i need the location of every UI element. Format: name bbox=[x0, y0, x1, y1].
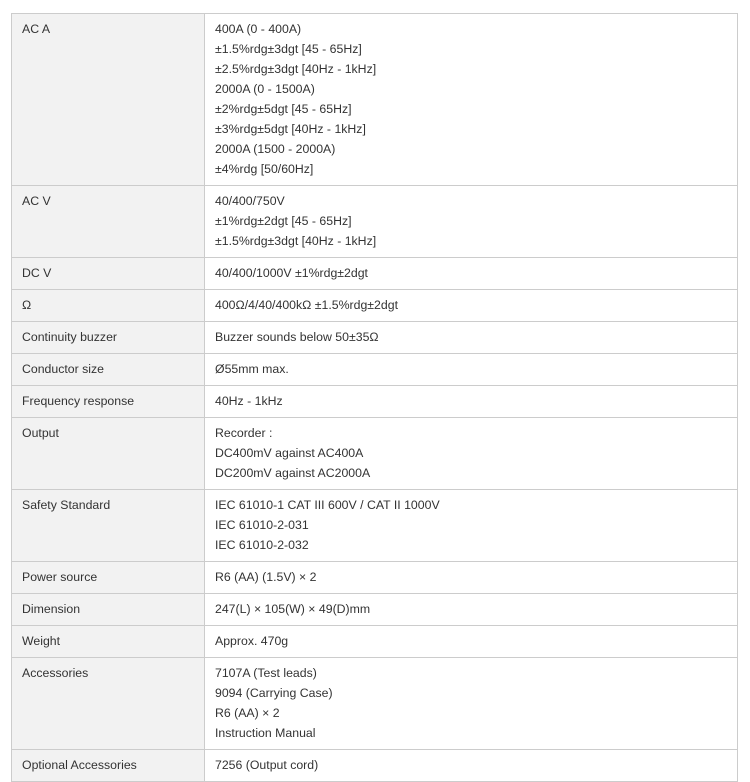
spec-label: AC V bbox=[12, 186, 205, 258]
spec-label: Weight bbox=[12, 626, 205, 658]
spec-value-line: R6 (AA) × 2 bbox=[215, 706, 280, 720]
spec-value-line: Buzzer sounds below 50±35Ω bbox=[215, 330, 379, 344]
table-row bbox=[12, 562, 738, 594]
table-row bbox=[12, 658, 738, 750]
spec-label: Continuity buzzer bbox=[12, 322, 205, 354]
spec-value bbox=[205, 290, 738, 322]
spec-label: Accessories bbox=[12, 658, 205, 750]
spec-value-line: 400A (0 - 400A) bbox=[215, 22, 302, 36]
spec-value bbox=[205, 258, 738, 290]
spec-value bbox=[205, 626, 738, 658]
spec-value-line: ±1%rdg±2dgt [45 - 65Hz] bbox=[215, 214, 352, 228]
spec-value-line: ±3%rdg±5dgt [40Hz - 1kHz] bbox=[215, 122, 366, 136]
spec-value-line: 7107A (Test leads) bbox=[215, 666, 317, 680]
spec-label: Frequency response bbox=[12, 386, 205, 418]
spec-value-line: 40Hz - 1kHz bbox=[215, 394, 283, 408]
spec-value-line: R6 (AA) (1.5V) × 2 bbox=[215, 570, 317, 584]
spec-value-line: 2000A (1500 - 2000A) bbox=[215, 142, 336, 156]
table-row bbox=[12, 594, 738, 626]
spec-value-line: Instruction Manual bbox=[215, 726, 316, 740]
table-row bbox=[12, 626, 738, 658]
table-row bbox=[12, 14, 738, 186]
table-row bbox=[12, 322, 738, 354]
spec-label: Dimension bbox=[12, 594, 205, 626]
spec-value-line: 7256 (Output cord) bbox=[215, 758, 319, 772]
spec-value bbox=[205, 490, 738, 562]
table-row bbox=[12, 354, 738, 386]
spec-value-line: Recorder : bbox=[215, 426, 273, 440]
table-row bbox=[12, 258, 738, 290]
spec-value bbox=[205, 386, 738, 418]
spec-label: Ω bbox=[12, 290, 205, 322]
spec-label: Output bbox=[12, 418, 205, 490]
spec-value-line: DC200mV against AC2000A bbox=[215, 466, 371, 480]
spec-label: Power source bbox=[12, 562, 205, 594]
spec-value-line: IEC 61010-2-031 bbox=[215, 518, 309, 532]
spec-label: Optional Accessories bbox=[12, 750, 205, 782]
spec-label: DC V bbox=[12, 258, 205, 290]
spec-value bbox=[205, 354, 738, 386]
spec-value-line: IEC 61010-1 CAT III 600V / CAT II 1000V bbox=[215, 498, 440, 512]
spec-value-line: 2000A (0 - 1500A) bbox=[215, 82, 315, 96]
specifications-table bbox=[11, 13, 738, 782]
table-row bbox=[12, 490, 738, 562]
spec-value-line: 40/400/1000V ±1%rdg±2dgt bbox=[215, 266, 368, 280]
spec-value-line: ±1.5%rdg±3dgt [45 - 65Hz] bbox=[215, 42, 362, 56]
spec-value-line: ±1.5%rdg±3dgt [40Hz - 1kHz] bbox=[215, 234, 377, 248]
table-row bbox=[12, 418, 738, 490]
spec-value-line: ±2%rdg±5dgt [45 - 65Hz] bbox=[215, 102, 352, 116]
table-row bbox=[12, 290, 738, 322]
spec-value bbox=[205, 186, 738, 258]
table-row bbox=[12, 386, 738, 418]
spec-value-line: ±4%rdg [50/60Hz] bbox=[215, 162, 314, 176]
spec-value bbox=[205, 750, 738, 782]
spec-value bbox=[205, 594, 738, 626]
table-row bbox=[12, 186, 738, 258]
spec-value bbox=[205, 418, 738, 490]
spec-value-line: Ø55mm max. bbox=[215, 362, 289, 376]
spec-value-line: IEC 61010-2-032 bbox=[215, 538, 309, 552]
spec-value-line: DC400mV against AC400A bbox=[215, 446, 364, 460]
spec-value-line: Approx. 470g bbox=[215, 634, 289, 648]
spec-value-line: 9094 (Carrying Case) bbox=[215, 686, 333, 700]
spec-label: Conductor size bbox=[12, 354, 205, 386]
spec-value-line: ±2.5%rdg±3dgt [40Hz - 1kHz] bbox=[215, 62, 377, 76]
spec-value bbox=[205, 322, 738, 354]
spec-label: AC A bbox=[12, 14, 205, 186]
spec-label: Safety Standard bbox=[12, 490, 205, 562]
spec-value bbox=[205, 658, 738, 750]
spec-value bbox=[205, 14, 738, 186]
spec-value-line: 40/400/750V bbox=[215, 194, 285, 208]
spec-value-line: 400Ω/4/40/400kΩ ±1.5%rdg±2dgt bbox=[215, 298, 398, 312]
spec-value-line: 247(L) × 105(W) × 49(D)mm bbox=[215, 602, 371, 616]
spec-value bbox=[205, 562, 738, 594]
table-row bbox=[12, 750, 738, 782]
